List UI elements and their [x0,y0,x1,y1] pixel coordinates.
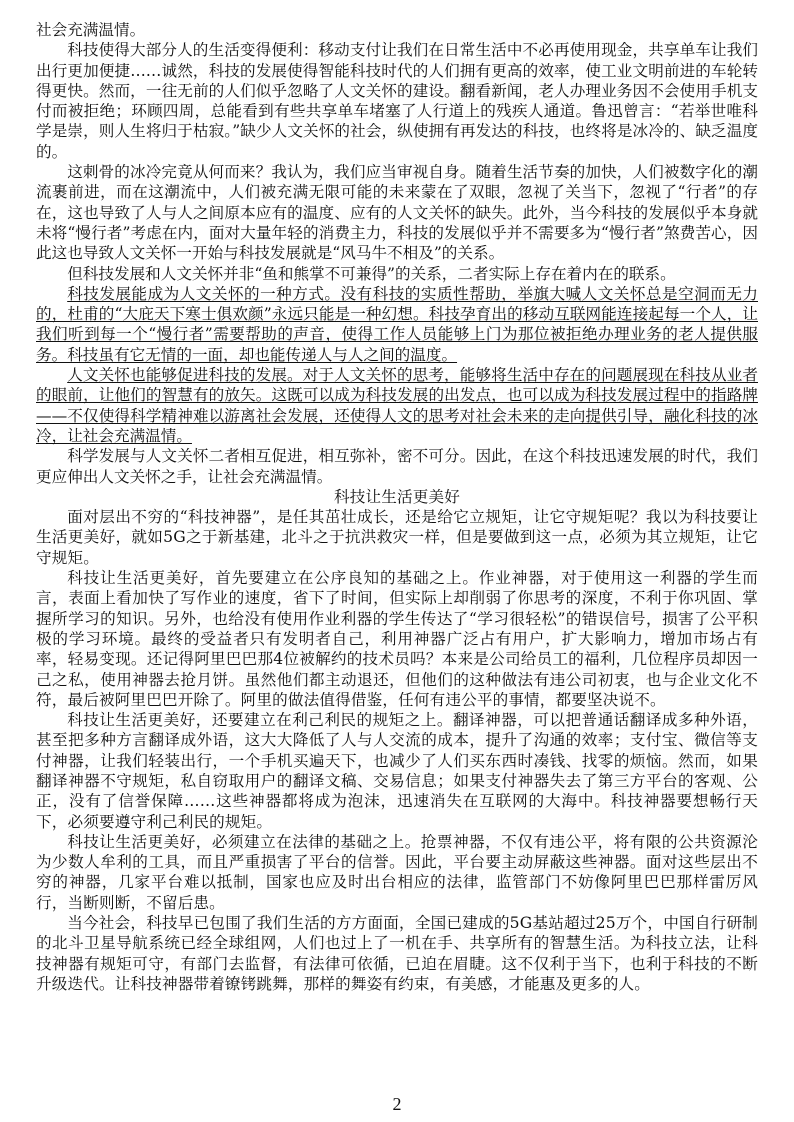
essay1-paragraph-6: 科学发展与人文关怀二者相互促进，相互弥补，密不可分。因此，在这个科技迅速发展的时代，我们更应伸出人文关怀之手，让社会充满温情。 [36,447,758,486]
essay-1 [36,20,758,487]
essay1-paragraph-1: 科技使得大部分人的生活变得便利：移动支付让我们在日常生活中不必再使用现金，共享单车让我们出行更加便捷……诚然，科技的发展使得智能科技时代的人们拥有更高的效率，使工业文明前进的车轮转得更快。然而，一往无前的人们似乎忽略了人文关怀的建设。翻看新闻，老人办理业务因不会使用手机支付而被拒绝；环顾四周，总能看到有些共享单车堵塞了人行道上的残疾人通道。鲁迅曾言：“若举世唯科学是崇，则人生将归于枯寂。”缺少人文关怀的社会，纵使拥有再发达的科技，也终将是冰冷的、缺乏温度的。 [36,41,758,161]
essay2-paragraph-1: 科技让生活更美好，首先要建立在公序良知的基础之上。作业神器，对于使用这一利器的学生而言，表面上看加快了写作业的速度，省下了时间，但实际上却削弱了你思考的深度，不利于你巩固、掌握所学习的知识。另外，也给没有使用作业利器的学生传达了“学习很轻松”的错误信号，损害了公平积极的学习环境。最终的受益者只有发明者自己，利用神器广泛占有用户，扩大影响力，增加市场占有率，轻易变现。还记得阿里巴巴那4位被解约的技术员吗？本来是公司给员工的福利，几位程序员却因一己之私，使用神器去抢月饼。虽然他们都主动退还，但他们的这种做法有违公司初衷，也与企业文化不符，最后被阿里巴巴开除了。阿里的做法值得借鉴，任何有违公平的事情，都要坚决说不。 [36,569,758,709]
essay1-paragraph-3: 但科技发展和人文关怀并非“鱼和熊掌不可兼得”的关系，二者实际上存在着内在的联系。 [67,264,676,283]
essay1-paragraph-4-underlined: 科技发展能成为人文关怀的一种方式。没有科技的实质性帮助，举旗大喊人文关怀总是空洞而无力的，杜甫的“大庇天下寒士俱欢颜”永远只能是一种幻想。科技孕育出的移动互联网能连接起每一个人，让我们听到每一个“慢行者”需要帮助的声音，使得工作人员能够上门为那位被拒绝办理业务的老人提供服务。科技虽有它无情的一面，却也能传递人与人之间的温度。 [36,284,758,364]
essay2-paragraph-0: 面对层出不穷的“科技神器”，是任其茁壮成长，还是给它立规矩，让它守规矩呢？我以为科技要让生活更美好，就如5G之于新基建，北斗之于抗洪救灾一样，但是要做到这一点，必须为其立规矩，让它守规矩。 [36,508,758,567]
essay2-paragraph-2: 科技让生活更美好，还要建立在利己利民的规矩之上。翻译神器，可以把普通话翻译成多种外语，甚至把多种方言翻译成外语，这大大降低了人与人交流的成本，提升了沟通的效率；支付宝、微信等支付神器，让我们轻装出行，一个手机买遍天下，也减少了人们买东西时凑钱、找零的烦恼。然而，如果翻译神器不守规矩，私自窃取用户的翻译文稿、交易信息；如果支付神器失去了第三方平台的客观、公正，没有了信誉保障……这些神器都将成为泡沫，迅速消失在互联网的大海中。科技神器要想畅行天下，必须要遵守利己利民的规矩。 [36,711,758,831]
essay2-paragraph-4: 当今社会，科技早已包围了我们生活的方方面面，全国已建成的5G基站超过25万个，中国自行研制的北斗卫星导航系统已经全球组网，人们也过上了一机在手、共享所有的智慧生活。为科技立法，让科技神器有规矩可守，有部门去监督，有法律可依循，已迫在眉睫。这不仅利于当下，也利于科技的不断升级迭代。让科技神器带着镣铐跳舞，那样的舞姿有约束，有美感，才能惠及更多的人。 [36,914,758,993]
page-number: 2 [392,1094,402,1114]
essay2-title: 科技让生活更美好 [334,487,460,506]
essay-2 [36,487,758,994]
essay1-paragraph-0: 社会充满温情。 [36,21,146,39]
essay1-paragraph-2: 这刺骨的冰冷完竟从何而来？我认为，我们应当审视自身。随着生活节奏的加快，人们被数字化的潮流裹前进，而在这潮流中，人们被充满无限可能的未来蒙在了双眼，忽视了关当下，忽视了“行者”的存在，这也导致了人与人之间原本应有的温度、应有的人文关怀的缺失。此外，当今科技的发展似乎本身就未将“慢行者”考虑在内，面对大量年轻的消费主力，科技的发展似乎并不需要多为“慢行者”煞费苦心，因此这也导致人文关怀一开始与科技发展就是“风马牛不相及”的关系。 [36,163,758,263]
document-page [36,20,758,994]
essay2-paragraph-3: 科技让生活更美好，必须建立在法律的基础之上。抢票神器，不仅有违公平，将有限的公共资源沦为少数人牟利的工具，而且严重损害了平台的信誉。因此，平台要主动屏蔽这些神器。面对这些层出不穷的神器，几家平台难以抵制，国家也应及时出台相应的法律，监管部门不妨像阿里巴巴那样雷厉风行，当断则断，不留后患。 [36,832,758,912]
essay1-paragraph-5-underlined: 人文关怀也能够促进科技的发展。对于人文关怀的思考，能够将生活中存在的问题展现在科技从业者的眼前，让他们的智慧有的放矢。这既可以成为科技发展的出发点，也可以成为科技发展过程中的指路牌——不仅使得科学精神难以游离社会发展，还使得人文的思考对社会未来的走向提供引导，融化科技的冰冷，让社会充满温情。 [36,366,758,445]
